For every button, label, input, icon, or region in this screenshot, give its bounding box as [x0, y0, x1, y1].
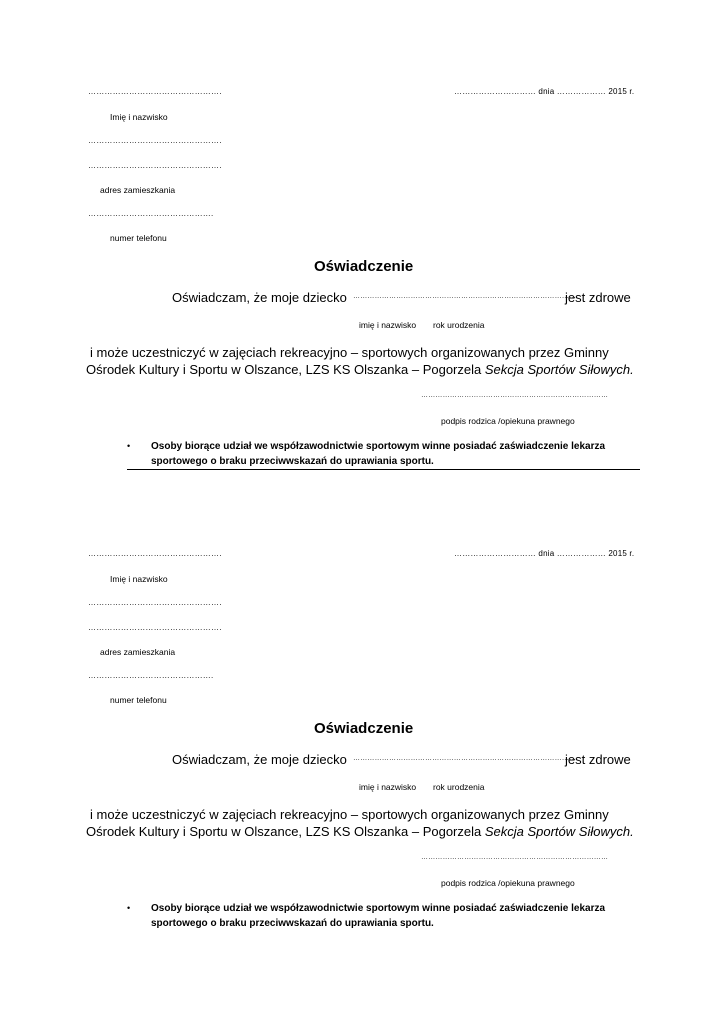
- paragraph-line-2: Ośrodek Kultury i Sportu w Olszance, LZS KS Olszanka – Pogorzela Sekcja Sportów Siłowych.: [86, 824, 634, 839]
- section-name: Sekcja Sportów Siłowych.: [484, 362, 634, 377]
- note-line-2: sportowego o braku przeciwwskazań do uprawiania sportu.: [151, 918, 434, 929]
- address-dots-2: ………………………………………….: [88, 161, 222, 170]
- address-label: adres zamieszkania: [100, 647, 176, 657]
- sublabel-birth: rok urodzenia: [433, 782, 485, 792]
- phone-dots: ……………………………………….: [88, 209, 214, 218]
- signature-dots: ……………………………………………………………………: [421, 854, 609, 861]
- sublabel-name: imię i nazwisko: [359, 782, 417, 792]
- section-name: Sekcja Sportów Siłowych.: [484, 824, 634, 839]
- child-name-dots: …………………………………………………………………………………: [353, 293, 577, 300]
- note-line-2: sportowego o braku przeciwwskazań do uprawiania sportu.: [151, 456, 434, 467]
- note-line-1: Osoby biorące udział we współzawodnictwie sportowym winne posiadać zaświadczenie lekarza: [151, 441, 606, 452]
- bullet-icon: •: [127, 441, 131, 451]
- name-dots: ………………………………………….: [88, 87, 222, 96]
- statement-suffix: jest zdrowe: [565, 752, 631, 767]
- address-dots-1: ………………………………………….: [88, 598, 222, 607]
- child-name-dots: …………………………………………………………………………………: [353, 755, 577, 762]
- address-dots-2: ………………………………………….: [88, 623, 222, 632]
- note-line-1: Osoby biorące udział we współzawodnictwie sportowym winne posiadać zaświadczenie lekarza: [151, 903, 606, 914]
- phone-label: numer telefonu: [110, 695, 167, 705]
- date-line: ………………………… dnia ……………… 2015 r.: [454, 87, 635, 96]
- paragraph-line-1: i może uczestniczyć w zajęciach rekreacyjno – sportowych organizowanych przez Gminny: [90, 345, 609, 360]
- sublabel-birth: rok urodzenia: [433, 320, 485, 330]
- name-label: Imię i nazwisko: [110, 574, 168, 584]
- form-title: Oświadczenie: [314, 258, 414, 275]
- declaration-form-1: [0, 0, 725, 467]
- bullet-icon: •: [127, 903, 131, 913]
- address-dots-1: ………………………………………….: [88, 136, 222, 145]
- signature-label: podpis rodzica /opiekuna prawnego: [441, 416, 575, 426]
- paragraph-line-2: Ośrodek Kultury i Sportu w Olszance, LZS KS Olszanka – Pogorzela Sekcja Sportów Siłowych.: [86, 362, 634, 377]
- phone-dots: ……………………………………….: [88, 671, 214, 680]
- form-title: Oświadczenie: [314, 720, 414, 737]
- address-label: adres zamieszkania: [100, 185, 176, 195]
- signature-label: podpis rodzica /opiekuna prawnego: [441, 878, 575, 888]
- statement-prefix: Oświadczam, że moje dziecko: [172, 752, 347, 767]
- paragraph-line-1: i może uczestniczyć w zajęciach rekreacyjno – sportowych organizowanych przez Gminny: [90, 807, 609, 822]
- name-dots: ………………………………………….: [88, 549, 222, 558]
- declaration-form-2: [0, 462, 725, 929]
- statement-suffix: jest zdrowe: [565, 290, 631, 305]
- sublabel-name: imię i nazwisko: [359, 320, 417, 330]
- phone-label: numer telefonu: [110, 233, 167, 243]
- statement-prefix: Oświadczam, że moje dziecko: [172, 290, 347, 305]
- date-line: ………………………… dnia ……………… 2015 r.: [454, 549, 635, 558]
- name-label: Imię i nazwisko: [110, 112, 168, 122]
- signature-dots: ……………………………………………………………………: [421, 392, 609, 399]
